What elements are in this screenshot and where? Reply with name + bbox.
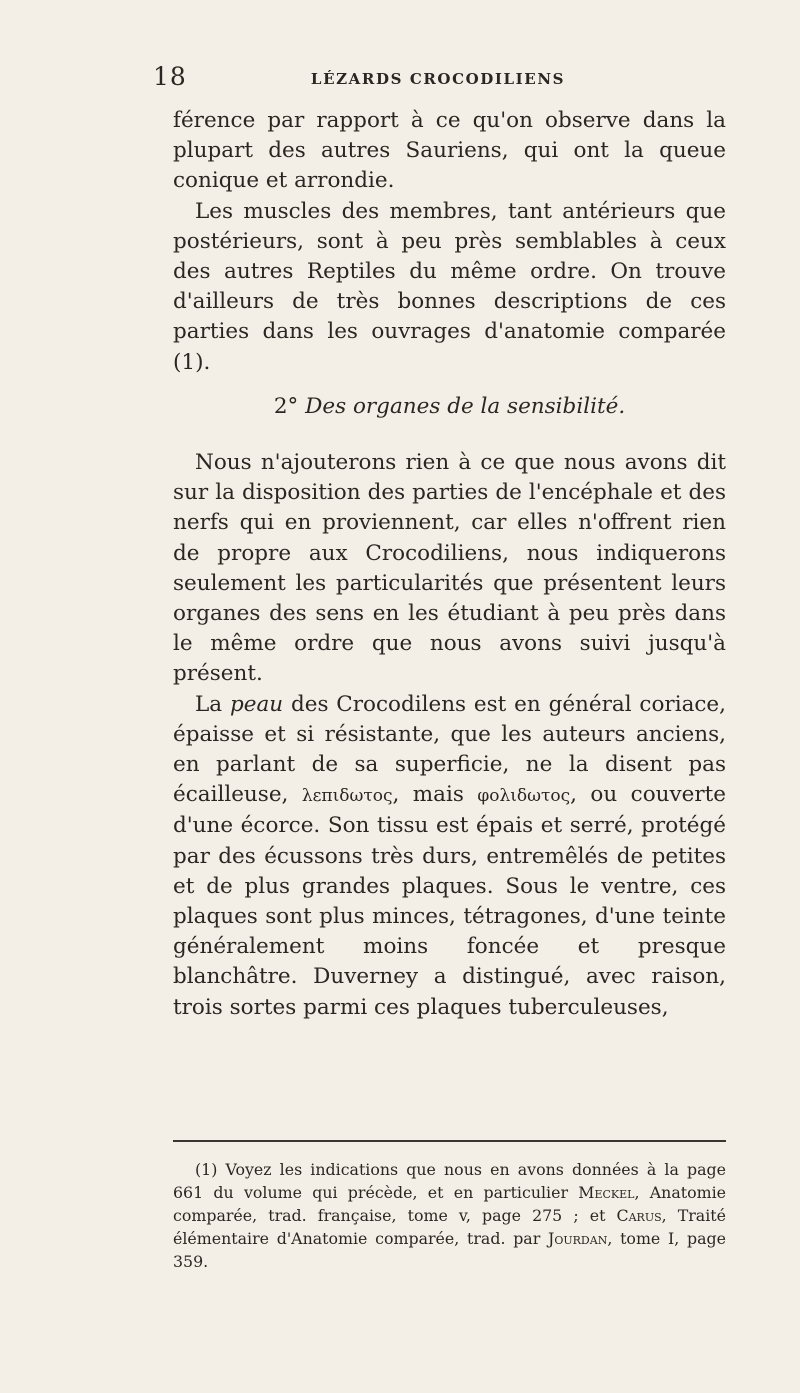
- footnote-part-1: (1) Voyez les indications que nous en avons données à la page 661 du volume qui précède, et en particulier: [173, 1160, 726, 1202]
- section-number: 2°: [273, 393, 299, 419]
- page-header: [153, 62, 723, 92]
- footnote-part-2: , Anatomie comparée, trad. française, tome v, page 275 ; et: [173, 1183, 726, 1225]
- footnote: [173, 1158, 726, 1273]
- greek-word-lepidotos: λεπιδωτος: [301, 786, 393, 807]
- author-jourdan: Jourdan: [548, 1229, 608, 1248]
- running-head: LÉZARDS CROCODILIENS: [310, 70, 566, 88]
- footnote-rule: [173, 1140, 726, 1142]
- author-meckel: Meckel: [578, 1183, 635, 1202]
- paragraph-4: [173, 690, 726, 1023]
- page-number: 18: [153, 62, 187, 91]
- section-heading: [173, 392, 726, 422]
- section-title: Des organes de la sensibilité.: [305, 393, 626, 419]
- p4-mais: , mais: [392, 782, 464, 808]
- author-carus: Carus: [616, 1206, 662, 1225]
- peau-term: peau: [229, 691, 284, 717]
- footnote-part-4: , tome I, page 359.: [173, 1229, 726, 1271]
- paragraph-3: Nous n'ajouterons rien à ce que nous avons dit sur la disposition des parties de l'encéphale et des nerfs qui en proviennent, car elles n'offrent rien de propre aux Crocodiliens, nous indiquerons seulement les particularités que présentent leurs organes des sens en les étudiant à peu près dans le même ordre que nous avons suivi jusqu'à présent.: [173, 450, 726, 687]
- paragraph-1: férence par rapport à ce qu'on observe dans la plupart des autres Sauriens, qui ont la queue conique et arrondie.: [173, 108, 726, 194]
- greek-word-pholidotos: φολιδωτος: [477, 786, 571, 807]
- p4-end: , ou couverte d'une écorce. Son tissu est épais et serré, protégé par des écussons très durs, entremêlés de petites et de plus grandes plaques. Sous le ventre, ces plaques sont plus minces, tétragones, d'une teinte généralement moins foncée et presque blanchâtre. Duverney a distingué, avec raison, trois sortes parmi ces plaques tuberculeuses,: [173, 782, 726, 1020]
- body-text: [173, 106, 726, 1023]
- paragraph-2: Les muscles des membres, tant antérieurs que postérieurs, sont à peu près semblables à ceux des autres Reptiles du même ordre. On trouve d'ailleurs de très bonnes descriptions de ces parties dans les ouvrages d'anatomie comparée (1).: [173, 198, 726, 375]
- p4-start: La: [195, 691, 223, 717]
- footnote-part-3: , Traité élémentaire d'Anatomie comparée, trad. par: [173, 1206, 726, 1248]
- p4-text: des Crocodilens est en général coriace, épaisse et si résistante, que les auteurs anciens, en parlant de sa superficie, ne la disent pas écailleuse,: [173, 691, 726, 808]
